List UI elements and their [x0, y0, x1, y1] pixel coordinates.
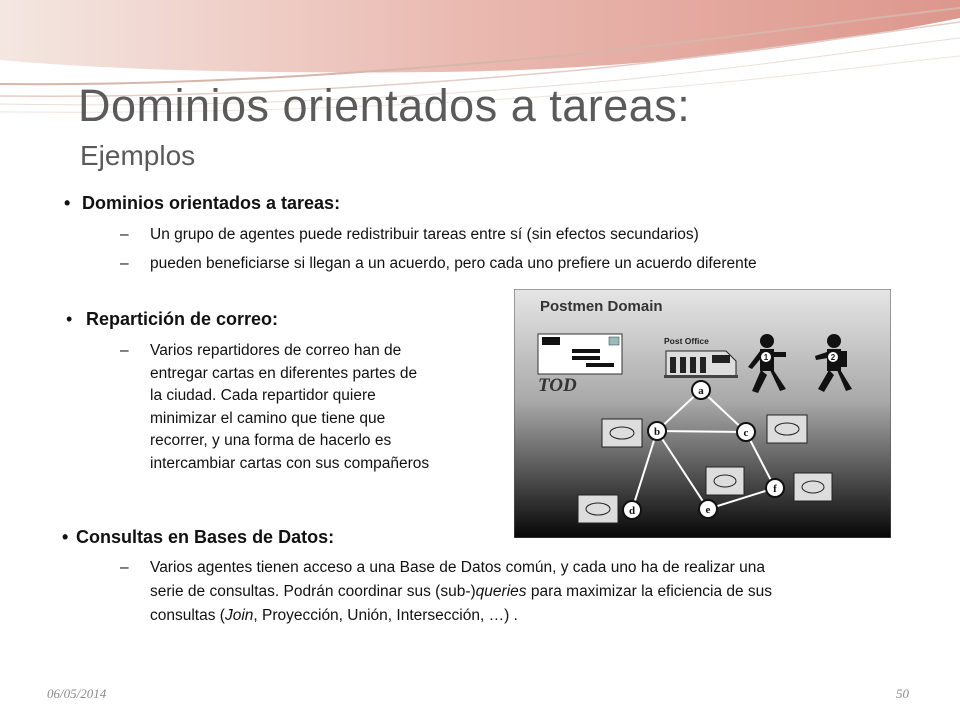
section-consultas-text: – Varios agentes tienen acceso a una Base de Datos común, y cada uno ha de realizar una serie de consultas. Podrán coordinar sus (sub-)queries para maximizar la eficiencia de sus consultas (Join, Proyección, Unión, Intersección, …) .	[150, 556, 920, 628]
dash-icon: –	[120, 255, 129, 272]
svg-text:c: c	[743, 427, 749, 439]
dash-icon: –	[120, 226, 129, 243]
section-correo-heading: Repartición de correo:	[86, 309, 279, 329]
section-tareas-heading-row	[64, 193, 340, 214]
svg-text:f: f	[773, 483, 777, 495]
section-correo-text: – Varios repartidores de correo han de entregar cartas en diferentes partes de la ciudad. Cada repartidor quiere minimizar el camino que tiene que recorrer, y una forma de hacerlo es intercambiar cartas con sus compañeros	[120, 342, 430, 472]
figure-title: Postmen Domain	[540, 298, 663, 315]
bullet-icon: •	[62, 527, 69, 547]
slide-title: Dominios orientados a tareas:	[78, 80, 691, 131]
section-consultas-heading-row	[62, 527, 334, 548]
letter-icon	[794, 473, 832, 501]
svg-text:d: d	[628, 505, 636, 517]
section-consultas-heading: Consultas en Bases de Datos:	[76, 527, 335, 547]
slide-subtitle: Ejemplos	[80, 140, 196, 171]
bullet-icon: •	[66, 309, 73, 329]
letter-icon	[767, 415, 807, 443]
section-tareas-item: – Un grupo de agentes puede redistribuir tareas entre sí (sin efectos secundarios)	[150, 224, 699, 247]
bullet-icon: •	[64, 193, 71, 213]
dash-icon: –	[120, 559, 129, 576]
graph-node-b	[648, 422, 666, 440]
dash-icon: –	[120, 342, 129, 359]
section-tareas-heading: Dominios orientados a tareas:	[82, 193, 341, 213]
post-office-icon	[664, 351, 738, 378]
graph-node-e	[699, 500, 717, 518]
footer-date: 06/05/2014	[47, 686, 107, 701]
section-correo-heading-row	[66, 309, 278, 330]
envelope-icon	[538, 334, 622, 374]
svg-text:b: b	[653, 426, 661, 438]
tod-label: TOD	[538, 375, 577, 396]
postman-1-label: 1	[763, 353, 769, 362]
svg-text:a: a	[698, 385, 704, 397]
graph-node-d	[623, 501, 641, 519]
letter-icon	[578, 495, 618, 523]
section-tareas-item: – pueden beneficiarse si llegan a un acuerdo, pero cada uno prefiere un acuerdo diferente	[150, 253, 757, 276]
graph-node-a	[692, 381, 710, 399]
postmen-domain-figure	[514, 289, 891, 538]
postman-2-label: 2	[830, 353, 836, 362]
graph-edge	[657, 431, 746, 432]
footer-page-number: 50	[896, 686, 909, 701]
letter-icon	[602, 419, 642, 447]
graph-node-c	[737, 423, 755, 441]
post-office-label: Post Office	[664, 336, 709, 346]
svg-text:e: e	[705, 504, 711, 516]
graph-node-f	[766, 479, 784, 497]
letter-icon	[706, 467, 744, 495]
